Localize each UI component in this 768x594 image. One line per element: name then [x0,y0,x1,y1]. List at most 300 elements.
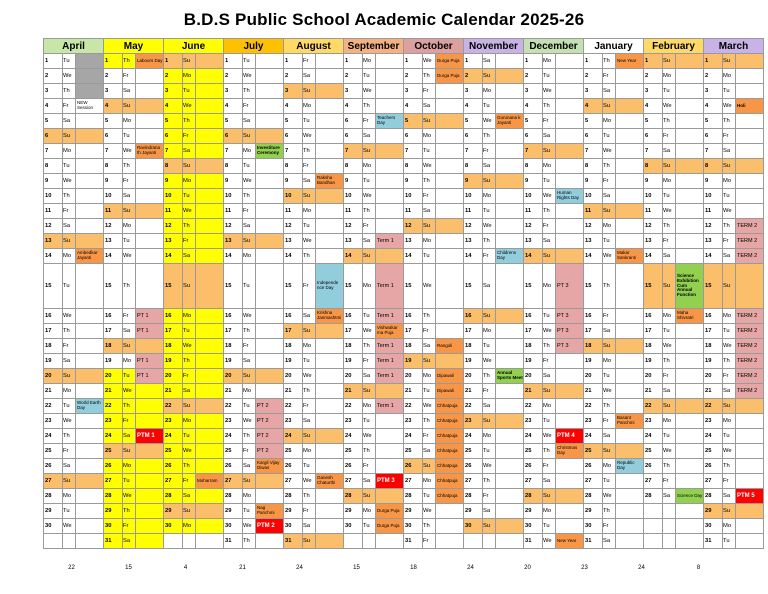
day-event [196,309,224,324]
day-number: 9 [704,174,723,189]
day-number: 22 [104,399,123,414]
day-event [556,174,584,189]
weekday: Th [543,99,556,114]
day-event [256,324,284,339]
day-event [736,474,764,489]
weekday: We [423,504,436,519]
day-number: 29 [284,504,303,519]
day-event [616,189,644,204]
working-days-count: 24 [467,565,474,571]
weekday: Su [123,444,136,459]
day-event [496,204,524,219]
weekday: We [603,144,616,159]
weekday: Sa [483,504,496,519]
working-days-count: 21 [239,565,246,571]
day-number: 9 [284,174,303,189]
day-event [136,414,164,429]
day-number: 26 [344,459,363,474]
weekday: Su [723,54,736,69]
day-event [316,129,344,144]
day-event [196,189,224,204]
day-number: 7 [284,144,303,159]
day-number: 6 [524,129,543,144]
weekday: Tu [723,534,736,549]
day-number: 22 [704,399,723,414]
calendar-row [44,309,764,324]
weekday: Tu [63,504,76,519]
day-number: 30 [524,519,543,534]
day-event: Vishwakar ma Puja [376,324,404,339]
weekday: Fr [123,519,136,534]
day-event [616,324,644,339]
day-event [316,69,344,84]
day-event: Maha Shivratri [676,309,704,324]
day-event [196,324,224,339]
day-number: 26 [224,459,243,474]
weekday: Mo [543,54,556,69]
day-event: Term 1 [376,354,404,369]
day-number: 3 [584,84,603,99]
weekday: Su [303,534,316,549]
weekday: We [363,189,376,204]
day-number: 28 [524,489,543,504]
day-event [256,489,284,504]
weekday: Fr [483,384,496,399]
day-event [496,69,524,84]
day-event [256,264,284,309]
weekday: We [303,234,316,249]
weekday: Th [603,159,616,174]
day-event [376,99,404,114]
day-number: 23 [644,414,663,429]
day-event [76,354,104,369]
day-event [76,234,104,249]
weekday: Su [663,399,676,414]
day-number: 21 [644,384,663,399]
day-event [556,159,584,174]
weekday: Fr [603,69,616,84]
weekday: Su [483,309,496,324]
day-event [496,264,524,309]
weekday: Th [423,309,436,324]
weekday: Sa [603,534,616,549]
day-event [76,369,104,384]
day-number: 7 [524,144,543,159]
day-number: 26 [464,459,483,474]
day-number: 10 [404,189,423,204]
weekday: Tu [363,174,376,189]
day-event [136,399,164,414]
weekday: Th [123,399,136,414]
day-event [736,399,764,414]
day-number: 15 [464,264,483,309]
weekday: Mo [363,54,376,69]
weekday: Mo [423,129,436,144]
day-number: 2 [44,69,63,84]
weekday: Su [543,489,556,504]
weekday: We [663,204,676,219]
weekday [663,534,676,549]
day-number: 1 [584,54,603,69]
day-event [736,129,764,144]
day-event: Term 1 [376,234,404,249]
day-event [676,84,704,99]
day-number: 12 [704,219,723,234]
weekday [483,534,496,549]
weekday: Su [63,129,76,144]
day-event [736,264,764,309]
weekday: Sa [63,219,76,234]
day-number: 25 [584,444,603,459]
weekday: Tu [63,159,76,174]
weekday: Fr [483,249,496,264]
calendar-row [44,444,764,459]
weekday: Th [423,69,436,84]
weekday: Fr [123,69,136,84]
day-event: Term 1 [376,309,404,324]
day-event [436,204,464,219]
day-event [76,114,104,129]
weekday: Fr [423,429,436,444]
day-number: 10 [584,189,603,204]
day-event [436,99,464,114]
weekday: Su [303,189,316,204]
weekday: Tu [243,159,256,174]
weekday: Tu [663,84,676,99]
day-event [376,219,404,234]
weekday: Th [543,204,556,219]
weekday: Mo [723,174,736,189]
weekday: Tu [243,54,256,69]
weekday: Su [63,369,76,384]
day-number: 9 [524,174,543,189]
weekday: Su [483,519,496,534]
day-event [676,234,704,249]
weekday: Th [243,84,256,99]
weekday: Th [243,324,256,339]
weekday: Th [363,99,376,114]
day-number: 14 [284,249,303,264]
weekday: Th [303,144,316,159]
weekday: Th [183,219,196,234]
weekday [183,534,196,549]
day-number: 7 [164,144,183,159]
day-number: 8 [464,159,483,174]
weekday: Th [63,324,76,339]
day-event [196,444,224,459]
weekday: Tu [303,354,316,369]
weekday: We [123,384,136,399]
day-number [644,534,663,549]
weekday: We [243,519,256,534]
month-header-may: May [104,39,164,54]
weekday: Su [183,504,196,519]
day-number: 19 [464,354,483,369]
day-event [256,234,284,249]
weekday: Sa [663,144,676,159]
weekday: Mo [663,69,676,84]
day-event [136,174,164,189]
day-event [136,519,164,534]
day-event [496,444,524,459]
day-event [496,219,524,234]
weekday: Th [723,459,736,474]
day-event [316,324,344,339]
weekday: Sa [603,429,616,444]
day-number: 1 [404,54,423,69]
weekday: Su [243,129,256,144]
day-event [376,459,404,474]
day-number: 13 [704,234,723,249]
day-event [256,54,284,69]
weekday: Fr [63,99,76,114]
weekday: Fr [603,309,616,324]
day-event [376,204,404,219]
day-number: 16 [404,309,423,324]
weekday: Tu [243,264,256,309]
day-number: 18 [44,339,63,354]
day-event [376,174,404,189]
weekday: Fr [363,354,376,369]
day-event [76,189,104,204]
day-event [136,534,164,549]
day-number: 17 [344,324,363,339]
day-event [616,99,644,114]
day-number: 7 [464,144,483,159]
weekday: Th [363,339,376,354]
day-number: 16 [164,309,183,324]
day-event [76,309,104,324]
weekday: Fr [483,144,496,159]
day-number: 31 [584,534,603,549]
weekday: We [543,429,556,444]
day-event [436,519,464,534]
day-number: 9 [404,174,423,189]
day-event [496,129,524,144]
day-event [616,429,644,444]
day-number [164,534,183,549]
day-event: Moharram [196,474,224,489]
day-event: Chhatpuja [436,414,464,429]
day-event [196,354,224,369]
day-event: Holi [736,99,764,114]
day-number: 7 [404,144,423,159]
day-event [676,519,704,534]
weekday: Th [603,504,616,519]
day-event [76,444,104,459]
day-event [556,369,584,384]
day-number: 15 [704,264,723,309]
day-number [464,534,483,549]
weekday: Th [363,444,376,459]
working-days-count: 8 [696,565,701,571]
day-number: 2 [644,69,663,84]
day-number: 10 [344,189,363,204]
day-number: 27 [464,474,483,489]
calendar-row [44,414,764,429]
weekday: Su [423,219,436,234]
day-number: 14 [644,249,663,264]
day-number: 25 [104,444,123,459]
day-event [676,69,704,84]
day-number: 8 [404,159,423,174]
day-number: 29 [704,504,723,519]
weekday: Th [123,504,136,519]
day-event: Krishna Janmashtmi [316,309,344,324]
weekday: Tu [183,189,196,204]
weekday: We [423,54,436,69]
day-event [556,399,584,414]
weekday: Th [603,399,616,414]
day-event [676,444,704,459]
day-number: 23 [104,414,123,429]
day-number [344,534,363,549]
day-number: 6 [44,129,63,144]
day-event [496,339,524,354]
day-number: 7 [224,144,243,159]
weekday: We [63,309,76,324]
day-event [616,519,644,534]
weekday: Mo [603,114,616,129]
day-event [436,189,464,204]
weekday: Su [543,249,556,264]
month-header-february: February [644,39,704,54]
weekday: Tu [63,399,76,414]
weekday: Su [183,264,196,309]
weekday: Su [63,474,76,489]
day-event [676,429,704,444]
day-event [256,99,284,114]
day-event [316,84,344,99]
day-number: 16 [584,309,603,324]
day-number: 9 [164,174,183,189]
day-event: Chhatpuja [436,459,464,474]
day-event: Kargil Vijay Diwas [256,459,284,474]
weekday: We [183,339,196,354]
weekday: Sa [363,129,376,144]
day-event [376,159,404,174]
day-event: Durga Puja [376,519,404,534]
day-event [316,384,344,399]
weekday: Sa [483,54,496,69]
calendar-row [44,144,764,159]
day-number: 31 [704,534,723,549]
day-event [556,114,584,129]
day-number: 11 [224,204,243,219]
weekday: Mo [123,459,136,474]
day-event [136,474,164,489]
day-number: 6 [704,129,723,144]
weekday: Sa [543,234,556,249]
weekday: Th [603,264,616,309]
day-event [136,159,164,174]
day-number: 6 [464,129,483,144]
day-event [196,414,224,429]
day-number: 16 [284,309,303,324]
weekday: Sa [63,459,76,474]
day-number: 21 [704,384,723,399]
day-number: 20 [344,369,363,384]
day-number: 26 [284,459,303,474]
day-number: 3 [104,84,123,99]
weekday: We [483,114,496,129]
day-event [736,54,764,69]
weekday: Fr [183,129,196,144]
weekday: Mo [543,159,556,174]
calendar-row [44,324,764,339]
day-event [616,114,644,129]
day-event [676,399,704,414]
day-number: 29 [584,504,603,519]
day-event [76,174,104,189]
weekday: Su [303,429,316,444]
day-event [736,444,764,459]
day-number: 17 [284,324,303,339]
day-event [76,84,104,99]
day-event [436,84,464,99]
day-number: 10 [44,189,63,204]
day-number: 6 [404,129,423,144]
calendar-row [44,174,764,189]
day-number: 1 [524,54,543,69]
day-number: 16 [704,309,723,324]
day-number: 25 [644,444,663,459]
day-number: 1 [164,54,183,69]
day-number: 18 [104,339,123,354]
weekday: Su [663,159,676,174]
day-event: Science Day [676,489,704,504]
weekday: Th [303,249,316,264]
day-number: 24 [644,429,663,444]
day-number: 15 [404,264,423,309]
day-event [556,219,584,234]
academic-calendar-table [43,38,764,549]
day-event: PT 1 [136,324,164,339]
weekday: Th [723,219,736,234]
day-event [196,54,224,69]
day-number: 22 [344,399,363,414]
weekday: Mo [423,474,436,489]
weekday: Th [483,369,496,384]
day-event: Gurunana k Jayanti [496,114,524,129]
day-event [676,324,704,339]
day-event: Chhatpuja [436,444,464,459]
day-event [136,219,164,234]
weekday: Sa [243,114,256,129]
day-number: 23 [164,414,183,429]
day-number: 20 [224,369,243,384]
weekday: Sa [183,489,196,504]
weekday: Tu [543,519,556,534]
weekday: Sa [243,459,256,474]
day-event [196,114,224,129]
day-number: 12 [44,219,63,234]
day-event [496,504,524,519]
weekday: Th [423,519,436,534]
day-number: 24 [464,429,483,444]
weekday: Su [183,399,196,414]
day-number: 21 [524,384,543,399]
weekday: Mo [663,309,676,324]
day-event: NEW Session [76,99,104,114]
weekday: Th [603,54,616,69]
weekday [63,534,76,549]
weekday: Fr [243,339,256,354]
day-number: 28 [164,489,183,504]
day-number: 25 [404,444,423,459]
day-number: 13 [344,234,363,249]
day-number: 18 [224,339,243,354]
